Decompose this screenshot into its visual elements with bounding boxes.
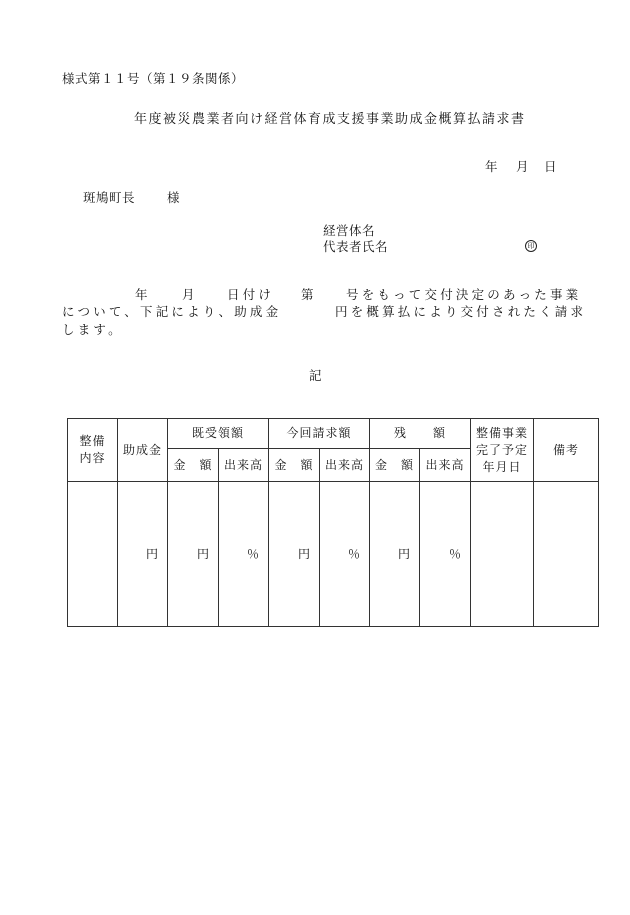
header-current-amount: 金 額 [269,449,320,482]
date-year: 年 [485,159,499,174]
header-completion-line2: 完了予定 [476,442,529,457]
header-completion [471,419,534,482]
header-remaining-amount: 金 額 [370,449,420,482]
ki-label: 記 [309,368,323,383]
header-content-line2: 内容 [79,451,106,465]
header-completion-line1: 整備事業 [476,425,529,440]
cell-remaining-percent: ％ [420,482,471,627]
header-current-progress: 出来高 [320,449,370,482]
date-day: 日 [544,159,558,174]
document-title: 年度被災農業者向け経営体育成支援事業助成金概算払請求書 [134,112,526,127]
body-line3: します。 [62,322,124,337]
cell-current-yen: 円 [269,482,320,627]
header-content [68,419,118,482]
cell-current-percent: ％ [320,482,370,627]
seal-icon: 印 [525,240,537,252]
header-content-line1: 整備 [79,434,106,448]
org-name-label: 経営体名 [323,223,376,238]
body-number: 第 [301,287,317,302]
cell-grant-yen: 円 [118,482,168,627]
form-number: 様式第１１号（第１９条関係） [62,71,245,86]
cell-remaining-yen: 円 [370,482,420,627]
cell-remarks [534,482,599,627]
cell-completion [471,482,534,627]
request-table [67,418,599,627]
header-remaining-progress: 出来高 [420,449,471,482]
header-grant: 助成金 [118,419,168,482]
body-line2-a: について、下記により、助成金 [62,304,282,319]
body-month: 月 [182,287,198,302]
header-completion-line3: 年月日 [482,459,522,474]
header-remaining: 残 額 [370,419,471,449]
date-month: 月 [516,159,530,174]
body-year: 年 [135,287,151,302]
representative-label: 代表者氏名 [323,239,389,254]
body-line2-b: 円を概算払により交付されたく請求 [335,304,587,319]
body-line1-rest: 号をもって交付決定のあった事業 [346,287,582,302]
body-day: 日付け [227,287,275,302]
header-received-amount: 金 額 [168,449,219,482]
header-remarks: 備考 [534,419,599,482]
cell-received-yen: 円 [168,482,219,627]
addressee-name: 斑鳩町長 [83,190,136,205]
header-current: 今回請求額 [269,419,370,449]
addressee-honorific: 様 [167,190,181,205]
header-received-progress: 出来高 [219,449,269,482]
cell-content [68,482,118,627]
header-received: 既受領額 [168,419,269,449]
cell-received-percent: ％ [219,482,269,627]
table-row [68,482,599,627]
